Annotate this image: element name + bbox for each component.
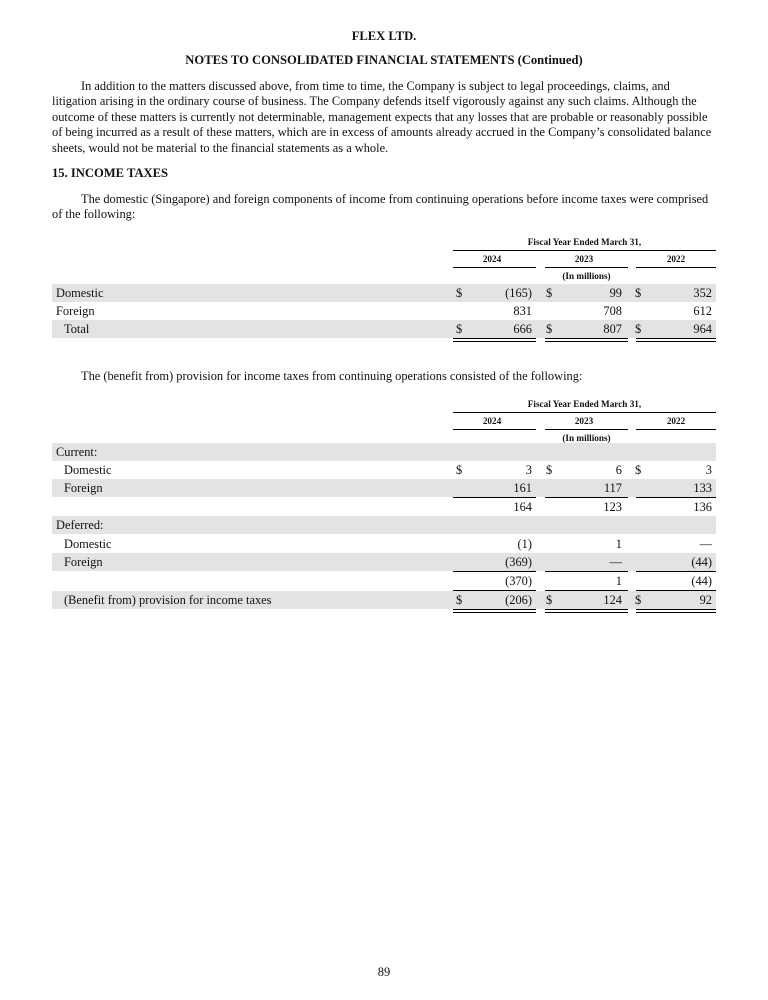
year-header-2023: 2023: [574, 416, 594, 426]
table-row: Domestic $ (165) $ 99 $ 352: [52, 284, 716, 302]
year-header-2022: 2022: [666, 416, 686, 426]
table-row: Current:: [52, 443, 716, 461]
table-row: Domestic $ 3 $ 6 $ 3: [64, 463, 712, 477]
year-header-2023: 2023: [574, 254, 594, 264]
unit-header: (In millions): [562, 433, 611, 443]
provision-paragraph: The (benefit from) provision for income taxes from continuing operations consisted of the following:: [81, 369, 583, 383]
table-row: (370) 1 (44): [505, 574, 712, 588]
company-name: FLEX LTD.: [351, 29, 417, 43]
unit-header: (In millions): [562, 271, 611, 281]
table-row: Foreign 831 708 612: [56, 304, 712, 318]
legal-proceedings-paragraph: In addition to the matters discussed above, from time to time, the Company is subject to legal proceedings, claims, and litigation arising in the ordinary course of business. The Company defends itself vigorously against any such claims. Although the outcome of these matters is currently not determinable, management expects that any losses that are probable or reasonably possible of being incurred as a result of these matters, which are in excess of amounts already accrued in the Company’s consolidated balance sheets, would not be material to the financial statements as a whole.: [52, 79, 712, 155]
table-row: Foreign (369) — (44): [52, 553, 716, 571]
fiscal-year-header: Fiscal Year Ended March 31,: [527, 399, 642, 409]
table-row: Deferred:: [52, 516, 716, 534]
table-row: 164 123 136: [513, 500, 712, 514]
table-row: Foreign 161 117 133: [52, 479, 716, 497]
table-row: Domestic (1) 1 —: [64, 537, 712, 551]
income-components-paragraph: The domestic (Singapore) and foreign components of income from continuing operations before income taxes were comprised of the following:: [52, 192, 709, 222]
notes-title: NOTES TO CONSOLIDATED FINANCIAL STATEMENTS (Continued): [185, 53, 583, 67]
year-header-2022: 2022: [666, 254, 686, 264]
table-row: (Benefit from) provision for income taxes $ (206) $ 124 $ 92: [52, 591, 716, 609]
section-title: 15. INCOME TAXES: [52, 166, 169, 180]
year-header-2024: 2024: [482, 254, 502, 264]
year-header-2024: 2024: [482, 416, 502, 426]
table-row: Total $ 666 $ 807 $ 964: [52, 320, 716, 338]
page-number: 89: [377, 965, 391, 979]
fiscal-year-header: Fiscal Year Ended March 31,: [527, 237, 642, 247]
